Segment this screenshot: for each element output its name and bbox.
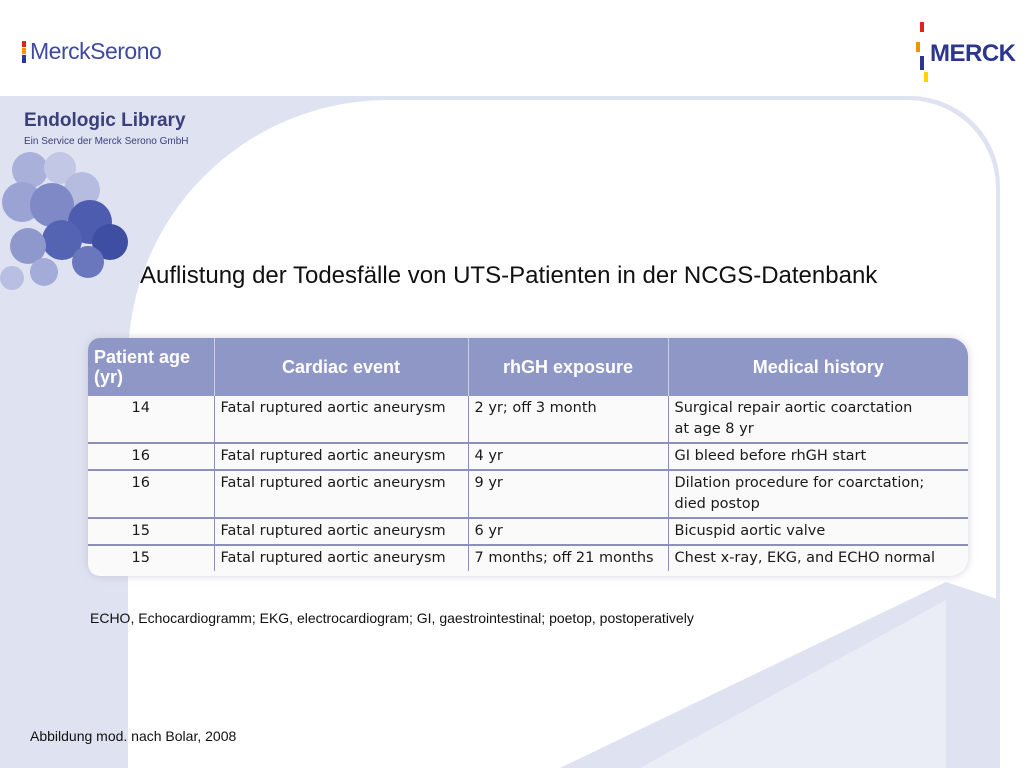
header-cardiac-event: Cardiac event bbox=[214, 338, 468, 396]
cell-medical-history bbox=[668, 470, 968, 518]
history-line: Chest x-ray, EKG, and ECHO normal bbox=[674, 550, 936, 566]
header-rhgh-exposure: rhGH exposure bbox=[468, 338, 668, 396]
cell-cardiac-event: Fatal ruptured aortic aneurysm bbox=[214, 443, 468, 470]
cell-rhgh-exposure: 2 yr; off 3 month bbox=[468, 396, 668, 443]
cell-cardiac-event: Fatal ruptured aortic aneurysm bbox=[214, 470, 468, 518]
history-line: Surgical repair aortic coarctation bbox=[674, 400, 913, 416]
table-row bbox=[88, 396, 968, 443]
cell-cardiac-event: Fatal ruptured aortic aneurysm bbox=[214, 396, 468, 443]
table-row bbox=[88, 518, 968, 545]
cell-age: 16 bbox=[88, 470, 214, 518]
history-line: Bicuspid aortic valve bbox=[674, 523, 826, 539]
cell-medical-history bbox=[668, 518, 968, 545]
history-line: died postop bbox=[674, 496, 760, 512]
logo-bar-yellow bbox=[924, 72, 928, 82]
logo-bar-orange bbox=[916, 42, 920, 52]
table-row bbox=[88, 545, 968, 571]
slide-title: Auflistung der Todesfälle von UTS-Patienten in der NCGS-Datenbank bbox=[140, 262, 878, 289]
cell-medical-history bbox=[668, 545, 968, 571]
table-row bbox=[88, 443, 968, 470]
protein-molecule-image bbox=[0, 150, 132, 290]
deaths-table bbox=[88, 338, 968, 576]
source-citation: Abbildung mod. nach Bolar, 2008 bbox=[30, 728, 237, 744]
cell-age: 14 bbox=[88, 396, 214, 443]
cell-medical-history bbox=[668, 396, 968, 443]
cell-age: 16 bbox=[88, 443, 214, 470]
history-line: Dilation procedure for coarctation; bbox=[674, 475, 925, 491]
logo-bar-red bbox=[920, 22, 924, 32]
table-row bbox=[88, 470, 968, 518]
history-line: GI bleed before rhGH start bbox=[674, 448, 867, 464]
merck-logo bbox=[914, 22, 1016, 82]
cell-rhgh-exposure: 7 months; off 21 months bbox=[468, 545, 668, 571]
logo-bar-navy bbox=[920, 56, 924, 70]
cell-cardiac-event: Fatal ruptured aortic aneurysm bbox=[214, 545, 468, 571]
cell-age: 15 bbox=[88, 545, 214, 571]
merck-logo-text: MERCK bbox=[930, 40, 1016, 67]
cell-cardiac-event: Fatal ruptured aortic aneurysm bbox=[214, 518, 468, 545]
cell-age: 15 bbox=[88, 518, 214, 545]
cell-rhgh-exposure: 6 yr bbox=[468, 518, 668, 545]
history-line: at age 8 yr bbox=[674, 421, 754, 437]
table-header-row bbox=[88, 338, 968, 396]
library-subtitle: Ein Service der Merck Serono GmbH bbox=[24, 136, 189, 147]
cell-medical-history bbox=[668, 443, 968, 470]
library-title: Endologic Library bbox=[24, 110, 186, 131]
header-medical-history: Medical history bbox=[668, 338, 968, 396]
header-patient-age: Patient age (yr) bbox=[88, 338, 214, 396]
abbreviations-footnote: ECHO, Echocardiogramm; EKG, electrocardiogram; GI, gaestrointestinal; poetop, postoperatively bbox=[90, 610, 694, 626]
brand-mark-icon bbox=[22, 41, 26, 63]
merck-serono-logo-text: MerckSerono bbox=[30, 38, 162, 64]
merck-serono-logo bbox=[22, 38, 161, 65]
cell-rhgh-exposure: 9 yr bbox=[468, 470, 668, 518]
cell-rhgh-exposure: 4 yr bbox=[468, 443, 668, 470]
